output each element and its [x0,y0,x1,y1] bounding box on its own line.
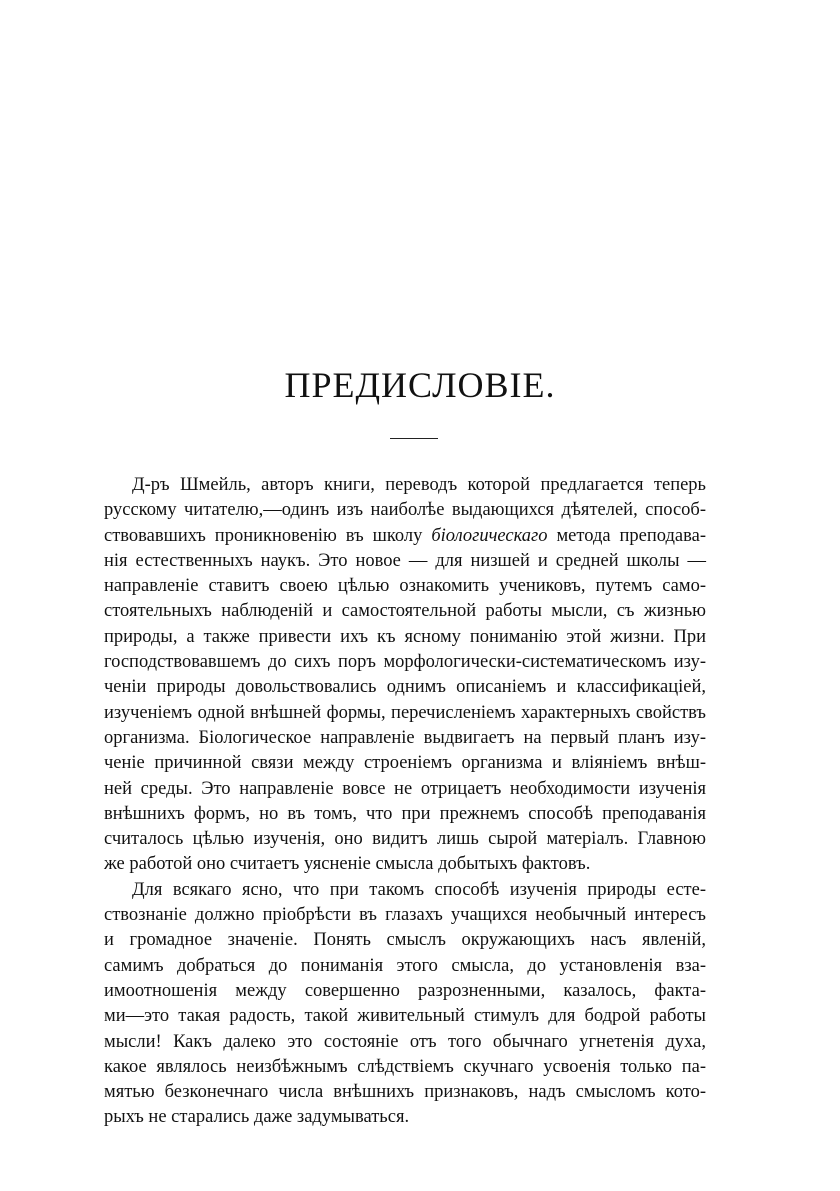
text-line: внѣшнихъ формъ, но въ томъ, что при прежнемъ способѣ преподаванія [104,803,706,824]
title-divider [390,438,438,439]
paragraph-2 [104,878,706,1131]
text-line: направленіе ставитъ своею цѣлью ознакомить учениковъ, путемъ само- [104,576,706,597]
preface-text [104,473,706,1131]
emphasized-word: біологическаго [431,525,548,546]
text-line: организма. Біологическое направленіе выдвигаетъ на первый планъ изу- [104,727,706,748]
text-line: ней среды. Это направленіе вовсе не отрицаетъ необходимости изученія [104,778,706,799]
text-line: изученіемъ одной внѣшней формы, перечисленіемъ характерныхъ свойствъ [104,702,706,723]
text-line: имоотношенія между совершенно разрозненными, казалось, факта- [104,980,706,1001]
text-line: рыхъ не старались даже задумываться. [104,1107,410,1128]
text-line: самимъ добраться до пониманія этого смысла, до установленія вза- [104,955,706,976]
text-line: и громадное значеніе. Понять смыслъ окружающихъ насъ явленій, [104,930,706,951]
text-line: ми—это такая радость, такой живительный стимулъ для бодрой работы [104,1006,706,1027]
text-line: ченіе причинной связи между строеніемъ организма и вліяніемъ внѣш- [104,753,706,774]
text-line: ствознаніе должно пріобрѣсти въ глазахъ учащихся необычный интересъ [104,905,706,926]
text-line: Для всякаго ясно, что при такомъ способѣ изученія природы есте- [132,879,706,900]
text-line: ченіи природы довольствовались однимъ описаніемъ и классификаціей, [104,677,706,698]
text-line: русскому читателю,—одинъ изъ наиболѣе выдающихся дѣятелей, способ- [104,500,706,521]
text-line: мысли! Какъ далеко это состояніе отъ того обычнаго угнетенія духа, [104,1031,706,1052]
text-line: господствовавшемъ до сихъ поръ морфологически-систематическомъ изу- [104,652,706,673]
text-line: стоятельныхъ наблюденій и самостоятельной работы мысли, съ жизнью [104,601,706,622]
text-line: природы, а также привести ихъ къ ясному пониманію этой жизни. При [104,626,706,647]
text-line: считалось цѣлью изученія, оно видитъ лишь сырой матеріалъ. Главною [104,829,706,850]
text-line: нія естественныхъ наукъ. Это новое — для низшей и средней школы — [104,550,706,571]
text-line: ствовавшихъ проникновенію въ школу біологическаго метода преподава- [104,525,706,546]
text-line: же работой оно считаетъ уясненіе смысла добытыхъ фактовъ. [104,854,591,875]
text-line: мятью безконечнаго числа внѣшнихъ признаковъ, надъ смысломъ кото- [104,1082,706,1103]
text-line: Д-ръ Шмейль, авторъ книги, переводъ которой предлагается теперь [132,475,706,495]
page-title: ПРЕДИСЛОВІЕ. [284,365,556,405]
text-line: какое являлось неизбѣжнымъ слѣдствіемъ скучнаго усвоенія только па- [104,1056,706,1077]
paragraph-1 [104,473,706,878]
